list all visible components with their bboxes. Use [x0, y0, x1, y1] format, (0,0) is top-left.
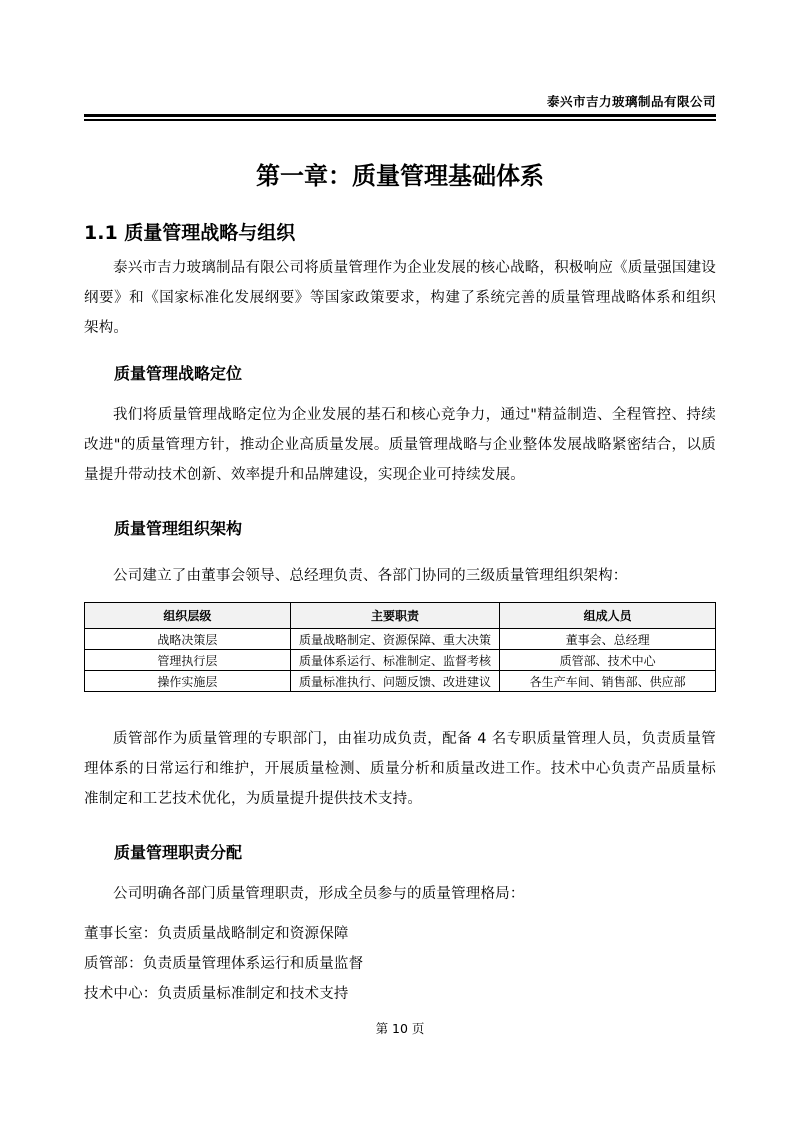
- company-name: 泰兴市吉力玻璃制品有限公司: [546, 94, 716, 109]
- duty-item-quality-dept: 质管部：负责质量管理体系运行和质量监督: [84, 956, 364, 972]
- chapter-title: 第一章：质量管理基础体系: [256, 162, 544, 190]
- subsection-title-duties: 质量管理职责分配: [114, 843, 243, 862]
- paragraph-quality-dept: 质管部作为质量管理的专职部门，由崔功成负责，配备 4 名专职质量管理人员，负责质量管理体系的日常运行和维护，开展质量检测、质量分析和质量改进工作。技术中心负责产品质量标准制定和工艺技术优化，为质量提升提供技术支持。: [84, 731, 716, 807]
- table-cell-member: 质管部、技术中心: [500, 650, 716, 671]
- subsection-title-organization: 质量管理组织架构: [114, 519, 243, 538]
- duty-item-tech-center: 技术中心：负责质量标准制定和技术支持: [84, 986, 349, 1002]
- table-cell-duty: 质量战略制定、资源保障、重大决策: [290, 629, 499, 650]
- duty-list: [84, 919, 716, 1009]
- subsection-title-strategy: 质量管理战略定位: [114, 364, 243, 383]
- paragraph-duties-intro: 公司明确各部门质量管理职责，形成全员参与的质量管理格局：: [113, 886, 525, 902]
- organization-table-body: [85, 629, 716, 692]
- page-header: [84, 0, 716, 121]
- duty-item-chairman-office: 董事长室：负责质量战略制定和资源保障: [84, 926, 349, 942]
- table-row: [85, 629, 716, 650]
- table-cell-member: 董事会、总经理: [500, 629, 716, 650]
- table-header-row: [85, 603, 716, 629]
- paragraph-strategy-intro: 泰兴市吉力玻璃制品有限公司将质量管理作为企业发展的核心战略，积极响应《质量强国建设纲要》和《国家标准化发展纲要》等国家政策要求，构建了系统完善的质量管理战略体系和组织架构。: [84, 260, 716, 336]
- table-row: [85, 671, 716, 692]
- table-cell-level: 操作实施层: [85, 671, 291, 692]
- table-cell-level: 管理执行层: [85, 650, 291, 671]
- table-header-member: 组成人员: [500, 603, 716, 629]
- page-number: 第 10 页: [375, 1021, 425, 1036]
- paragraph-organization-intro: 公司建立了由董事会领导、总经理负责、各部门协同的三级质量管理组织架构：: [113, 568, 628, 584]
- organization-table: [84, 602, 716, 692]
- table-cell-member: 各生产车间、销售部、供应部: [500, 671, 716, 692]
- organization-table-head: [85, 603, 716, 629]
- table-header-duty: 主要职责: [290, 603, 499, 629]
- paragraph-strategy-detail: 我们将质量管理战略定位为企业发展的基石和核心竞争力，通过"精益制造、全程管控、持续改进"的质量管理方针，推动企业高质量发展。质量管理战略与企业整体发展战略紧密结合，以质量提升带动技术创新、效率提升和品牌建设，实现企业可持续发展。: [84, 407, 716, 483]
- table-cell-level: 战略决策层: [85, 629, 291, 650]
- table-row: [85, 650, 716, 671]
- header-rule-thick: [84, 114, 716, 117]
- page-footer: [0, 1019, 800, 1037]
- table-cell-duty: 质量标准执行、问题反馈、改进建议: [290, 671, 499, 692]
- header-rule-thin: [84, 119, 716, 121]
- table-header-level: 组织层级: [85, 603, 291, 629]
- table-cell-duty: 质量体系运行、标准制定、监督考核: [290, 650, 499, 671]
- section-title-1-1: 1.1 质量管理战略与组织: [84, 222, 296, 244]
